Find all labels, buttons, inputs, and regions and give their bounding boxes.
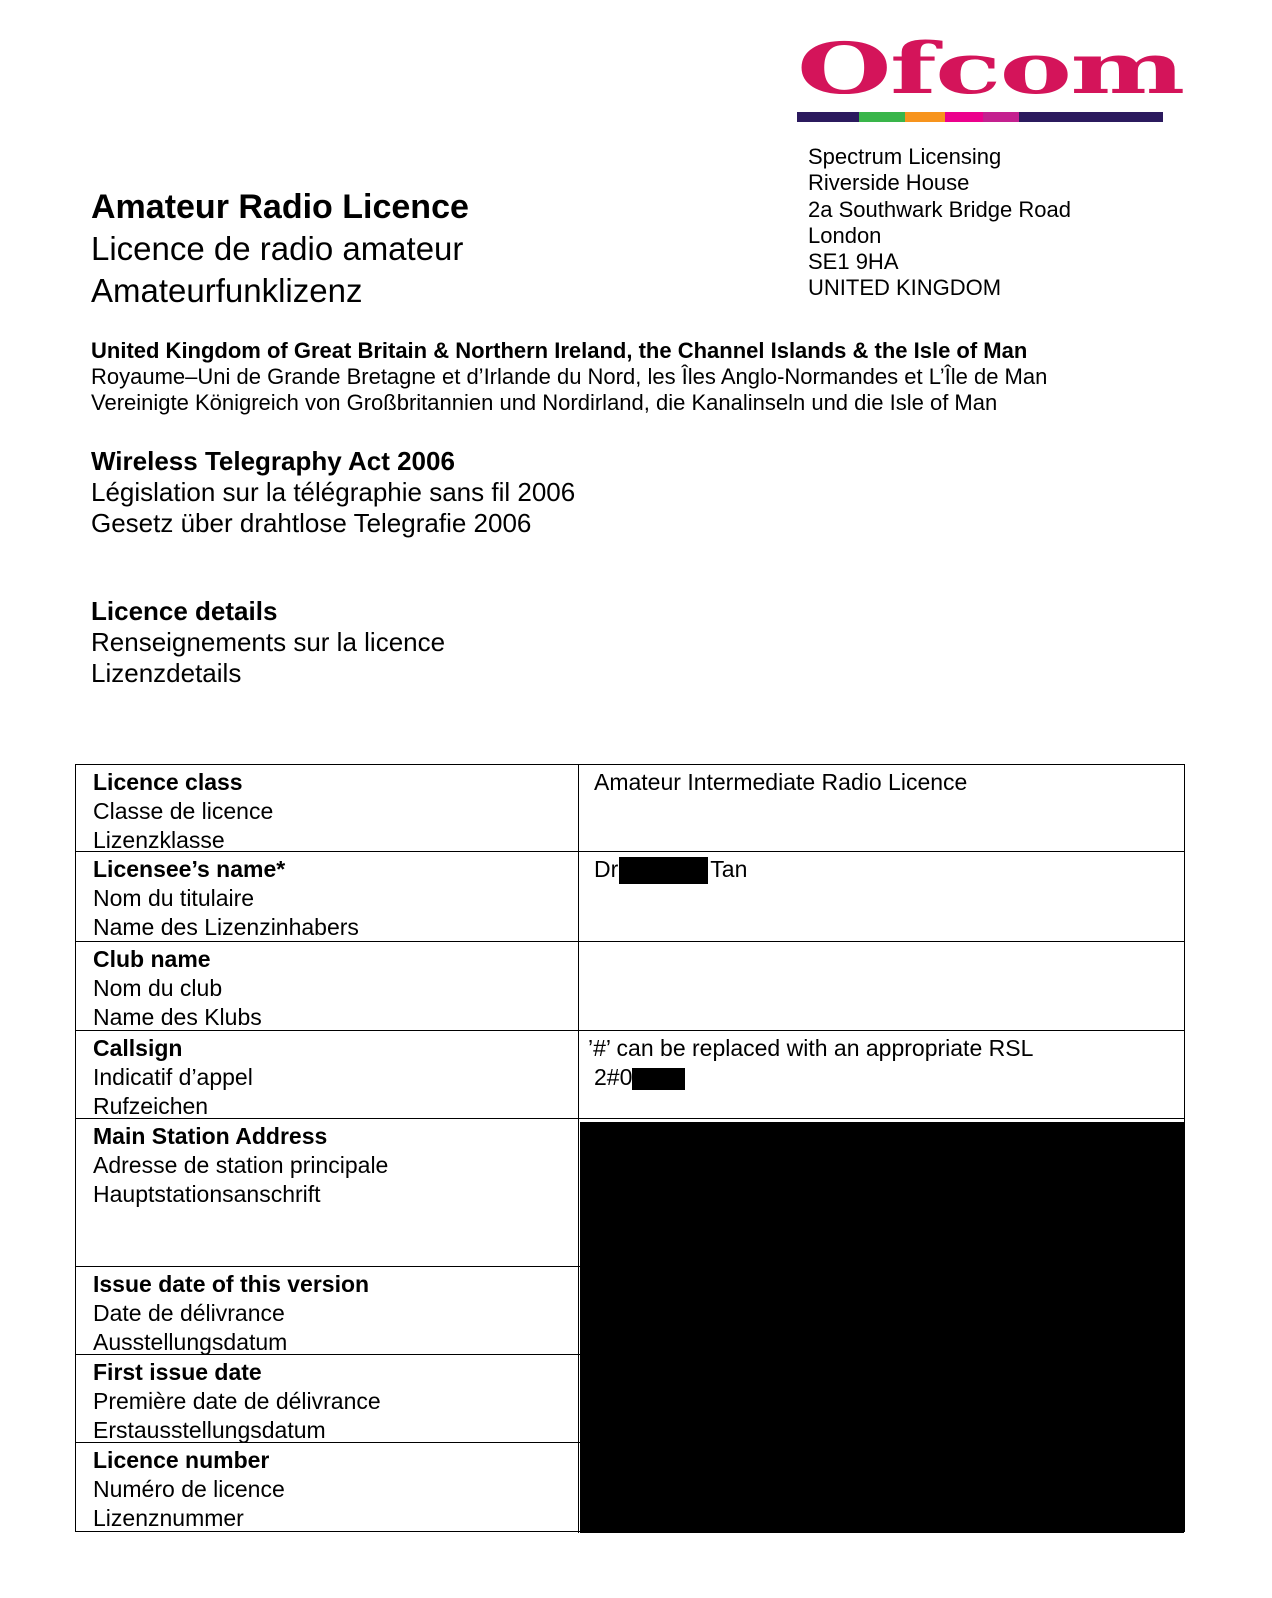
licensee-name-value [594, 855, 1184, 884]
label-french: Adresse de station principale [93, 1152, 389, 1178]
jurisdiction-german: Vereinigte Königreich von Großbritannien und Nordirland, die Kanalinseln und die Isle of Man [91, 390, 998, 415]
label-german: Ausstellungsdatum [93, 1329, 288, 1355]
licence-details-table [75, 764, 1185, 1532]
sender-address [808, 144, 1071, 302]
table-value-cell [579, 852, 1184, 941]
callsign-note: ’#’ can be replaced with an appropriate RSL [588, 1035, 1034, 1061]
ofcom-logo [797, 27, 1184, 124]
address-line: Riverside House [808, 170, 970, 196]
label-german: Erstausstellungsdatum [93, 1417, 326, 1443]
table-label-cell [76, 1031, 579, 1118]
label-french: Nom du titulaire [93, 885, 255, 911]
callsign-value [588, 1063, 1184, 1092]
jurisdiction-english: United Kingdom of Great Britain & Northern Ireland, the Channel Islands & the Isle of Man [91, 338, 1028, 363]
licence-details-heading [91, 596, 445, 689]
address-line: London [808, 222, 882, 248]
legislation [91, 446, 575, 539]
table-row-licence-class [76, 765, 1184, 852]
table-label-cell [76, 1119, 579, 1266]
table-row-club-name [76, 942, 1184, 1031]
title-german: Amateurfunklizenz [91, 272, 363, 309]
ofcom-logo-color-bar [797, 112, 1163, 122]
label-french: Numéro de licence [93, 1476, 285, 1502]
label-english: Callsign [93, 1035, 183, 1061]
table-value-cell [579, 942, 1184, 1030]
label-german: Name des Lizenzinhabers [93, 914, 359, 940]
licence-class-value: Amateur Intermediate Radio Licence [594, 769, 968, 795]
jurisdiction-french: Royaume–Uni de Grande Bretagne et d’Irlande du Nord, les Îles Anglo-Normandes et L’Île de Man [91, 364, 1048, 389]
redaction-block [632, 1068, 685, 1090]
details-heading-german: Lizenzdetails [91, 658, 242, 688]
legislation-english: Wireless Telegraphy Act 2006 [91, 446, 455, 476]
table-label-cell [76, 1355, 579, 1442]
redaction-block [619, 857, 708, 884]
table-row-callsign [76, 1031, 1184, 1119]
title-french: Licence de radio amateur [91, 230, 464, 267]
details-heading-french: Renseignements sur la licence [91, 627, 446, 657]
label-french: Première date de délivrance [93, 1388, 381, 1414]
label-english: Licence number [93, 1447, 270, 1473]
ofcom-logo-wordmark: Ofcom [797, 27, 1184, 110]
name-surname: Tan [710, 856, 748, 882]
legislation-french: Législation sur la télégraphie sans fil 2006 [91, 477, 576, 507]
table-label-cell [76, 942, 579, 1030]
redaction-block [580, 1122, 1184, 1533]
label-german: Lizenzklasse [93, 827, 225, 853]
title-english: Amateur Radio Licence [91, 188, 469, 226]
table-label-cell [76, 1267, 579, 1354]
table-label-cell [76, 1443, 579, 1533]
details-heading-english: Licence details [91, 596, 278, 626]
document-title [91, 186, 469, 312]
table-label-cell [76, 852, 579, 941]
label-english: Club name [93, 946, 211, 972]
legislation-german: Gesetz über drahtlose Telegrafie 2006 [91, 508, 532, 538]
label-english: First issue date [93, 1359, 262, 1385]
label-german: Name des Klubs [93, 1004, 262, 1030]
callsign-prefix: 2#0 [594, 1064, 633, 1090]
table-row-licensee-name [76, 852, 1184, 942]
label-german: Hauptstationsanschrift [93, 1181, 321, 1207]
table-value-cell [579, 1031, 1184, 1118]
label-german: Lizenznummer [93, 1505, 244, 1531]
label-french: Date de délivrance [93, 1300, 285, 1326]
table-value-cell [579, 765, 1184, 851]
label-english: Issue date of this version [93, 1271, 370, 1297]
label-german: Rufzeichen [93, 1093, 209, 1119]
label-french: Indicatif d’appel [93, 1064, 253, 1090]
address-line: Spectrum Licensing [808, 144, 1002, 169]
label-english: Licence class [93, 769, 243, 795]
address-line: 2a Southwark Bridge Road [808, 196, 1071, 222]
label-french: Nom du club [93, 975, 223, 1001]
name-title: Dr [594, 856, 619, 882]
label-english: Main Station Address [93, 1123, 328, 1149]
table-label-cell [76, 765, 579, 851]
jurisdiction [91, 338, 1047, 416]
address-line: SE1 9HA [808, 249, 899, 275]
label-french: Classe de licence [93, 798, 274, 824]
address-line: UNITED KINGDOM [808, 275, 1002, 301]
label-english: Licensee’s name* [93, 856, 286, 882]
